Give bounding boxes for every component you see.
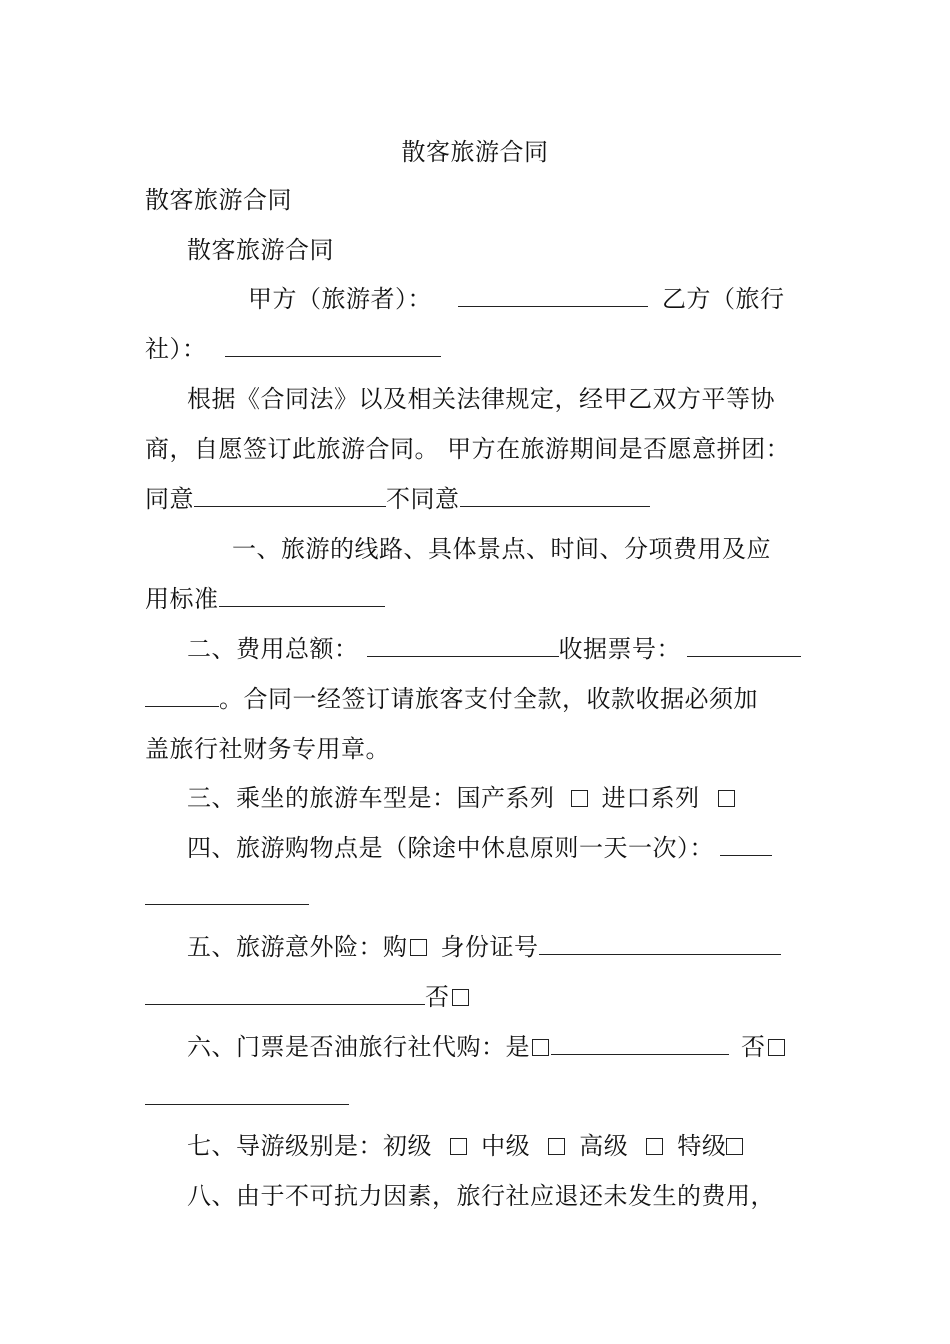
- ticket-no-checkbox[interactable]: [768, 1039, 785, 1056]
- party-a-label: 甲方（旅游者）：: [248, 285, 432, 313]
- clause-2-text: 二、费用总额：: [187, 635, 359, 663]
- guide-high-checkbox[interactable]: [646, 1138, 663, 1155]
- party-a-blank[interactable]: [458, 284, 648, 307]
- clause-7-text: 七、导游级别是：初级: [187, 1132, 432, 1160]
- clause-8-line: [187, 1181, 775, 1211]
- party-b-label-cont: 社）：: [145, 335, 207, 363]
- guide-high-label: 高级: [579, 1132, 629, 1160]
- clause-7-line: [187, 1131, 745, 1161]
- shopping-blank[interactable]: [720, 833, 772, 856]
- ticket-no-label: 否: [741, 1033, 766, 1061]
- heading-line-1: [145, 185, 292, 215]
- guide-junior-checkbox[interactable]: [450, 1138, 467, 1155]
- insurance-no-label: 否: [425, 983, 450, 1011]
- clause-5-text: 五、旅游意外险：购: [187, 933, 408, 961]
- clause-2-text-end: 盖旅行社财务专用章。: [145, 735, 390, 763]
- agree-blank[interactable]: [194, 484, 386, 507]
- domestic-vehicle-checkbox[interactable]: [571, 790, 588, 807]
- clause-3-line: [187, 783, 737, 813]
- receipt-number-blank-cont[interactable]: [145, 684, 219, 707]
- insurance-no-checkbox[interactable]: [452, 989, 469, 1006]
- guide-top-checkbox[interactable]: [726, 1138, 743, 1155]
- ticket-blank-cont[interactable]: [145, 1082, 349, 1105]
- shopping-blank-cont[interactable]: [145, 882, 309, 905]
- ticket-yes-checkbox[interactable]: [532, 1039, 549, 1056]
- disagree-label: 不同意: [386, 485, 460, 513]
- clause-6-text: 六、门票是否油旅行社代购：是: [187, 1033, 530, 1061]
- parties-line: [248, 284, 785, 314]
- clause-2-line-3: [145, 734, 390, 764]
- clause-1-text-cont: 用标准: [145, 585, 219, 613]
- intro-line-1: [187, 384, 775, 414]
- clause-3-text: 三、乘坐的旅游车型是：国产系列: [187, 784, 555, 812]
- document-title: 散客旅游合同: [401, 138, 549, 166]
- heading-1: 散客旅游合同: [145, 186, 292, 214]
- intro-text-1: 根据《合同法》以及相关法律规定，经甲乙双方平等协: [187, 385, 775, 413]
- clause-4-line: [187, 833, 772, 863]
- disagree-blank[interactable]: [460, 484, 650, 507]
- heading-line-2: [187, 235, 334, 265]
- imported-vehicle-checkbox[interactable]: [718, 790, 735, 807]
- clause-1-text: 一、旅游的线路、具体景点、时间、分项费用及应: [232, 535, 771, 563]
- route-standard-blank[interactable]: [219, 584, 385, 607]
- id-number-label: 身份证号: [440, 933, 539, 961]
- receipt-label: 收据票号：: [558, 635, 681, 663]
- guide-mid-label: 中级: [481, 1132, 531, 1160]
- clause-2-line-1: [187, 634, 801, 664]
- clause-1-line-2: [145, 584, 385, 614]
- clause-4-line-2: [145, 882, 309, 912]
- clause-1-line-1: [232, 534, 771, 564]
- imported-vehicle-label: 进口系列: [601, 784, 700, 812]
- clause-5-line: [187, 932, 781, 962]
- agree-label: 同意: [145, 485, 194, 513]
- heading-2: 散客旅游合同: [187, 236, 334, 264]
- party-b-blank[interactable]: [225, 334, 441, 357]
- party-b-line: [145, 334, 441, 364]
- clause-2-line-2: [145, 684, 758, 714]
- ticket-blank[interactable]: [551, 1032, 729, 1055]
- clause-6-line-2: [145, 1082, 349, 1112]
- insurance-buy-checkbox[interactable]: [410, 939, 427, 956]
- clause-8-text: 八、由于不可抗力因素，旅行社应退还未发生的费用，: [187, 1182, 775, 1210]
- id-number-blank[interactable]: [539, 932, 781, 955]
- intro-text-2: 商，自愿签订此旅游合同。 甲方在旅游期间是否愿意拼团：: [145, 435, 791, 463]
- id-number-blank-cont[interactable]: [145, 982, 425, 1005]
- clause-6-line: [187, 1032, 787, 1062]
- intro-line-2: [145, 434, 790, 464]
- group-choice-line: [145, 484, 650, 514]
- clause-2-text-cont: 。合同一经签订请旅客支付全款，收款收据必须加: [219, 685, 758, 713]
- guide-mid-checkbox[interactable]: [548, 1138, 565, 1155]
- total-fee-blank[interactable]: [367, 634, 559, 657]
- clause-4-text: 四、旅游购物点是（除途中休息原则一天一次）：: [187, 834, 714, 862]
- clause-5-line-2: [145, 982, 471, 1012]
- party-b-label: 乙方（旅行: [662, 285, 785, 313]
- guide-top-label: 特级: [677, 1132, 727, 1160]
- receipt-number-blank[interactable]: [687, 634, 801, 657]
